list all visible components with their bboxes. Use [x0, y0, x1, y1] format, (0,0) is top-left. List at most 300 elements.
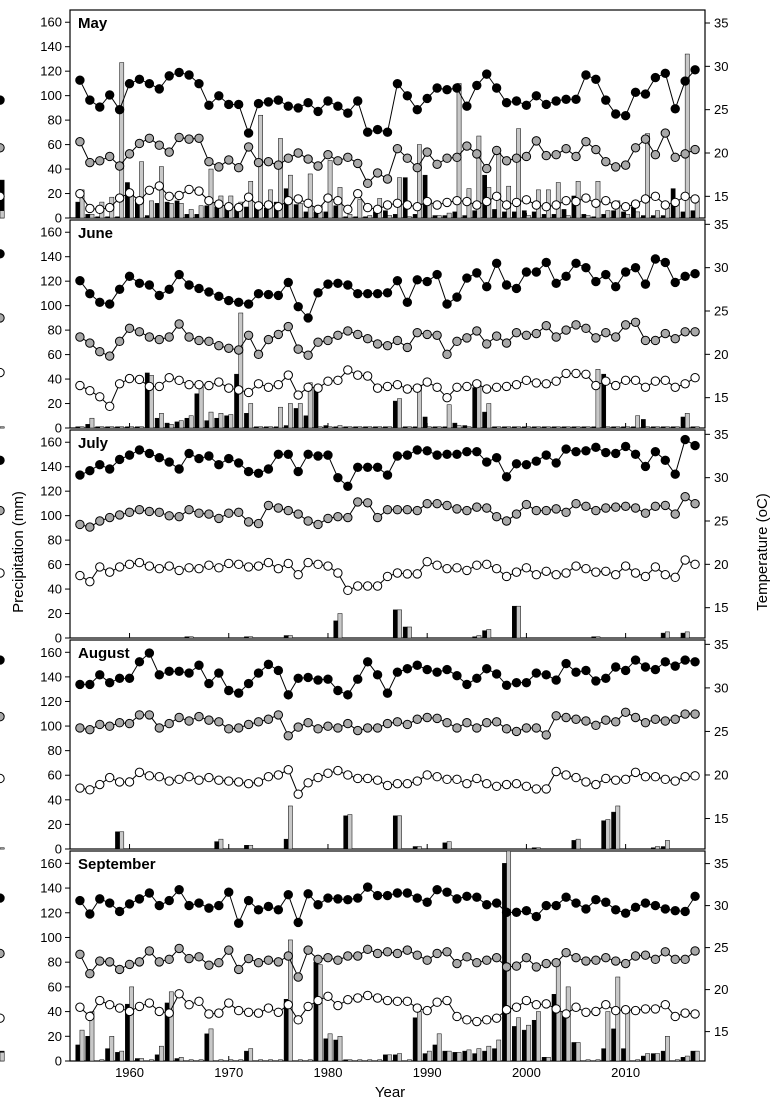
temperature-point-white: [562, 369, 570, 377]
temperature-point-white: [314, 384, 322, 392]
precip-bar-black: [185, 637, 189, 638]
precip-bar-lightgray: [576, 839, 580, 849]
precip-bar-lightgray: [497, 1040, 501, 1061]
temperature-point-white: [433, 383, 441, 391]
temperature-point-black: [631, 656, 639, 664]
precip-bar-lightgray: [338, 1036, 342, 1061]
temperature-point-white: [185, 564, 193, 572]
temperature-point-white: [205, 561, 213, 569]
temperature-point-white: [393, 779, 401, 787]
temperature-point-white: [532, 379, 540, 387]
precip-bar-black: [393, 816, 397, 849]
temperature-point-black: [86, 680, 94, 688]
temperature-point-white: [661, 376, 669, 384]
temperature-point-black: [393, 452, 401, 460]
precip-bar-black: [691, 1051, 695, 1061]
temperature-point-white: [552, 767, 560, 775]
temperature-point-black: [185, 71, 193, 79]
temperature-point-white: [344, 586, 352, 594]
precip-bar-lightgray: [526, 427, 530, 428]
temperature-point-gray: [453, 959, 461, 967]
temperature-point-white: [234, 560, 242, 568]
precip-bar-black: [165, 423, 169, 428]
temperature-point-white: [522, 996, 530, 1004]
temperature-point-gray: [363, 179, 371, 187]
x-tick-label: 2000: [511, 1065, 541, 1080]
temperature-point-gray: [125, 324, 133, 332]
temperature-point-white: [602, 377, 610, 385]
y-tick-label-precip: 80: [47, 743, 62, 759]
precip-bar-black: [542, 214, 546, 218]
precip-bar-black: [453, 212, 457, 218]
temperature-point-black: [681, 656, 689, 664]
temperature-point-white: [463, 1016, 471, 1024]
temperature-point-black: [592, 277, 600, 285]
temperature-point-gray: [512, 154, 520, 162]
temperature-point-black: [443, 86, 451, 94]
precip-bar-lightgray: [546, 427, 550, 428]
y-tick-label-precip: 40: [47, 1004, 62, 1020]
temperature-point-white: [175, 191, 183, 199]
precip-bar-lightgray: [437, 1034, 441, 1061]
temperature-point-black: [0, 894, 4, 902]
temperature-point-gray: [612, 163, 620, 171]
temperature-point-black: [621, 268, 629, 276]
temperature-point-gray: [651, 151, 659, 159]
temperature-point-black: [354, 289, 362, 297]
temperature-point-white: [463, 197, 471, 205]
precip-bar-black: [393, 401, 397, 428]
temperature-point-white: [403, 997, 411, 1005]
temperature-point-gray: [572, 499, 580, 507]
temperature-point-gray: [463, 334, 471, 342]
y-tick-label-precip: 40: [47, 581, 62, 597]
temperature-point-black: [631, 450, 639, 458]
temperature-point-white: [512, 1003, 520, 1011]
temperature-point-white: [443, 775, 451, 783]
temperature-point-black: [284, 890, 292, 898]
temperature-point-gray: [0, 506, 4, 514]
temperature-point-gray: [443, 154, 451, 162]
temperature-point-white: [244, 388, 252, 396]
temperature-point-black: [502, 473, 510, 481]
precip-bar-black: [502, 427, 506, 428]
temperature-point-gray: [661, 329, 669, 337]
temperature-point-gray: [383, 948, 391, 956]
precip-bar-black: [532, 212, 536, 218]
temperature-point-gray: [363, 945, 371, 953]
precip-bar-black: [115, 1052, 119, 1061]
temperature-point-gray: [463, 953, 471, 961]
precip-bar-lightgray: [268, 1060, 272, 1061]
precip-bar-lightgray: [417, 1012, 421, 1061]
precip-bar-black: [473, 637, 477, 638]
precip-bar-lightgray: [219, 1060, 223, 1061]
temperature-point-white: [155, 382, 163, 390]
temperature-point-white: [592, 568, 600, 576]
temperature-point-white: [641, 195, 649, 203]
precip-bar-lightgray: [169, 992, 173, 1061]
temperature-point-white: [175, 566, 183, 574]
precip-bar-lightgray: [239, 313, 243, 428]
temperature-point-gray: [314, 520, 322, 528]
precip-bar-black: [413, 1018, 417, 1061]
precip-bar-lightgray: [576, 427, 580, 428]
precip-bar-lightgray: [437, 427, 441, 428]
precip-bar-black: [304, 416, 308, 428]
temperature-point-black: [274, 291, 282, 299]
precip-bar-black: [225, 416, 229, 428]
precip-bar-lightgray: [348, 427, 352, 428]
temperature-point-black: [373, 891, 381, 899]
temperature-point-black: [274, 450, 282, 458]
precip-bar-lightgray: [626, 214, 630, 218]
temperature-point-black: [185, 901, 193, 909]
y-tick-label-precip: 160: [40, 434, 62, 450]
precip-bar-lightgray: [636, 416, 640, 428]
temperature-point-white: [373, 582, 381, 590]
temperature-point-gray: [254, 718, 262, 726]
temperature-point-white: [562, 196, 570, 204]
precip-bar-lightgray: [586, 216, 590, 218]
temperature-point-black: [175, 465, 183, 473]
temperature-point-gray: [512, 962, 520, 970]
temperature-point-black: [463, 892, 471, 900]
temperature-point-gray: [86, 158, 94, 166]
temperature-point-white: [473, 380, 481, 388]
temperature-point-gray: [562, 144, 570, 152]
temperature-point-black: [681, 272, 689, 280]
precip-bar-black: [324, 212, 328, 218]
temperature-point-gray: [612, 333, 620, 341]
temperature-point-black: [314, 289, 322, 297]
temperature-point-white: [244, 1008, 252, 1016]
temperature-point-black: [463, 680, 471, 688]
temperature-point-gray: [691, 710, 699, 718]
temperature-point-gray: [86, 339, 94, 347]
temperature-point-white: [294, 195, 302, 203]
temperature-point-gray: [681, 710, 689, 718]
temperature-point-white: [373, 384, 381, 392]
temperature-point-gray: [413, 328, 421, 336]
temperature-point-black: [115, 674, 123, 682]
temperature-point-gray: [393, 949, 401, 957]
precip-bar-lightgray: [358, 1060, 362, 1061]
temperature-point-white: [96, 563, 104, 571]
temperature-point-white: [383, 781, 391, 789]
temperature-point-black: [86, 910, 94, 918]
temperature-point-black: [274, 96, 282, 104]
temperature-point-gray: [344, 327, 352, 335]
temperature-point-black: [532, 912, 540, 920]
temperature-point-black: [314, 107, 322, 115]
precip-bar-black: [403, 178, 407, 218]
temperature-point-white: [304, 199, 312, 207]
temperature-point-black: [86, 289, 94, 297]
y-tick-label-precip: 140: [40, 669, 62, 685]
temperature-point-black: [582, 905, 590, 913]
temperature-point-white: [145, 562, 153, 570]
temperature-point-white: [205, 381, 213, 389]
temperature-point-white: [165, 562, 173, 570]
temperature-point-gray: [532, 506, 540, 514]
precip-bar-black: [532, 848, 536, 849]
temperature-point-white: [532, 201, 540, 209]
temperature-point-white: [651, 377, 659, 385]
precip-bar-black: [86, 214, 90, 218]
precip-bar-black: [155, 1055, 159, 1061]
temperature-point-gray: [423, 148, 431, 156]
precip-bar-black: [433, 1045, 437, 1061]
y-tick-label-precip: 100: [40, 88, 62, 104]
precip-bar-black: [86, 424, 90, 428]
temperature-point-black: [105, 678, 113, 686]
y-tick-label-temp: 25: [714, 303, 729, 319]
temperature-point-black: [562, 272, 570, 280]
temperature-point-gray: [314, 162, 322, 170]
temperature-point-gray: [661, 129, 669, 137]
temperature-point-black: [661, 658, 669, 666]
temperature-point-black: [403, 451, 411, 459]
temperature-point-black: [264, 98, 272, 106]
precip-bar-black: [522, 427, 526, 428]
temperature-point-black: [254, 906, 262, 914]
precip-bar-black: [324, 1039, 328, 1061]
precip-bar-black: [641, 419, 645, 428]
temperature-point-white: [463, 382, 471, 390]
y-tick-label-precip: 60: [47, 979, 62, 995]
y-tick-label-temp: 15: [714, 390, 729, 406]
temperature-point-white: [502, 572, 510, 580]
temperature-point-white: [502, 201, 510, 209]
temperature-point-gray: [681, 955, 689, 963]
temperature-point-gray: [254, 959, 262, 967]
temperature-point-white: [304, 779, 312, 787]
temperature-point-black: [165, 458, 173, 466]
temperature-point-gray: [264, 335, 272, 343]
temperature-point-white: [0, 569, 4, 577]
y-tick-label-temp: 25: [714, 102, 729, 118]
temperature-point-black: [244, 467, 252, 475]
temperature-point-white: [274, 1008, 282, 1016]
temperature-point-black: [165, 896, 173, 904]
temperature-point-white: [76, 381, 84, 389]
precip-bar-lightgray: [318, 965, 322, 1061]
y-axis-title-precipitation: Precipitation (mm): [10, 491, 27, 613]
temperature-point-black: [264, 660, 272, 668]
precip-bar-black: [492, 427, 496, 428]
precip-bar-black: [691, 211, 695, 218]
precip-bar-lightgray: [675, 1060, 679, 1061]
temperature-point-gray: [433, 949, 441, 957]
temperature-point-white: [592, 780, 600, 788]
temperature-point-gray: [502, 963, 510, 971]
temperature-point-black: [492, 84, 500, 92]
precip-bar-lightgray: [278, 1060, 282, 1061]
temperature-point-gray: [324, 514, 332, 522]
temperature-point-black: [572, 259, 580, 267]
temperature-point-gray: [244, 518, 252, 526]
panel-june: [0, 217, 728, 436]
precip-bar-lightgray: [645, 134, 649, 218]
temperature-point-white: [135, 375, 143, 383]
temperature-point-gray: [175, 133, 183, 141]
temperature-point-gray: [135, 139, 143, 147]
temperature-point-black: [225, 686, 233, 694]
precip-bar-lightgray: [368, 216, 372, 218]
temperature-point-white: [314, 205, 322, 213]
temperature-point-gray: [393, 506, 401, 514]
temperature-point-black: [383, 689, 391, 697]
precip-bar-black: [512, 1026, 516, 1061]
precip-bar-black: [443, 1051, 447, 1061]
temperature-point-white: [621, 376, 629, 384]
temperature-point-white: [155, 1007, 163, 1015]
temperature-point-black: [602, 270, 610, 278]
temperature-point-white: [185, 1001, 193, 1009]
temperature-point-white: [592, 199, 600, 207]
y-tick-label-temp: 35: [714, 15, 729, 31]
temperature-point-black: [661, 905, 669, 913]
precip-bar-lightgray: [249, 1049, 253, 1061]
precip-bar-black: [572, 840, 576, 849]
temperature-point-black: [195, 661, 203, 669]
precip-bar-black: [274, 427, 278, 428]
y-tick-label-precip: 0: [54, 630, 62, 646]
precip-bar-lightgray: [616, 977, 620, 1061]
temperature-point-gray: [572, 715, 580, 723]
precip-bar-black: [602, 821, 606, 849]
temperature-point-black: [334, 102, 342, 110]
temperature-point-black: [671, 662, 679, 670]
precip-bar-lightgray: [199, 1060, 203, 1061]
precip-bar-black: [354, 217, 358, 218]
y-tick-label-precip: 120: [40, 483, 62, 499]
temperature-point-black: [115, 455, 123, 463]
temperature-point-gray: [205, 716, 213, 724]
temperature-point-white: [105, 1001, 113, 1009]
temperature-point-white: [244, 563, 252, 571]
temperature-point-gray: [354, 726, 362, 734]
temperature-point-black: [363, 289, 371, 297]
temperature-point-black: [552, 459, 560, 467]
temperature-point-gray: [145, 333, 153, 341]
temperature-point-white: [254, 778, 262, 786]
temperature-point-gray: [155, 724, 163, 732]
temperature-point-gray: [175, 512, 183, 520]
temperature-point-gray: [215, 959, 223, 967]
temperature-point-gray: [155, 335, 163, 343]
precip-bar-black: [473, 388, 477, 428]
temperature-point-gray: [185, 954, 193, 962]
temperature-point-white: [145, 382, 153, 390]
temperature-point-white: [76, 190, 84, 198]
temperature-point-black: [403, 298, 411, 306]
temperature-point-gray: [373, 169, 381, 177]
temperature-point-gray: [76, 138, 84, 146]
temperature-point-gray: [443, 948, 451, 956]
temperature-point-gray: [324, 336, 332, 344]
temperature-point-black: [631, 903, 639, 911]
y-tick-label-precip: 100: [40, 929, 62, 945]
precip-bar-lightgray: [626, 1012, 630, 1061]
temperature-point-white: [433, 998, 441, 1006]
precip-bar-lightgray: [487, 404, 491, 428]
temperature-point-gray: [433, 160, 441, 168]
temperature-point-black: [344, 691, 352, 699]
precip-bar-black: [244, 845, 248, 849]
precip-bar-lightgray: [487, 629, 491, 638]
temperature-point-gray: [592, 334, 600, 342]
precip-bar-lightgray: [358, 427, 362, 428]
temperature-point-black: [443, 888, 451, 896]
temperature-point-white: [582, 1008, 590, 1016]
temperature-point-gray: [641, 951, 649, 959]
precip-bar-black: [681, 212, 685, 218]
temperature-point-white: [621, 775, 629, 783]
temperature-point-black: [125, 272, 133, 280]
temperature-point-gray: [423, 499, 431, 507]
precip-bar-black: [413, 214, 417, 218]
temperature-point-black: [691, 441, 699, 449]
precip-bar-black: [661, 216, 665, 218]
temperature-point-white: [304, 558, 312, 566]
precip-bar-black: [314, 962, 318, 1061]
temperature-point-white: [582, 564, 590, 572]
temperature-point-white: [522, 376, 530, 384]
temperature-point-gray: [344, 952, 352, 960]
temperature-point-gray: [205, 510, 213, 518]
temperature-point-white: [463, 779, 471, 787]
temperature-point-black: [324, 451, 332, 459]
precip-bar-black: [483, 1051, 487, 1061]
temperature-point-gray: [125, 508, 133, 516]
temperature-point-black: [284, 691, 292, 699]
precip-bar-black: [185, 214, 189, 218]
precip-bar-black: [125, 183, 129, 218]
temperature-point-black: [492, 454, 500, 462]
temperature-point-black: [294, 674, 302, 682]
temperature-point-white: [86, 204, 94, 212]
temperature-point-gray: [661, 948, 669, 956]
temperature-point-gray: [225, 509, 233, 517]
temperature-point-gray: [76, 333, 84, 341]
temperature-point-gray: [165, 333, 173, 341]
panel-may: [0, 10, 728, 226]
temperature-point-gray: [105, 152, 113, 160]
y-tick-label-precip: 100: [40, 298, 62, 314]
temperature-point-black: [612, 110, 620, 118]
temperature-point-white: [681, 380, 689, 388]
y-tick-label-temp: 20: [714, 982, 729, 998]
temperature-point-gray: [244, 143, 252, 151]
temperature-point-white: [354, 582, 362, 590]
temperature-point-gray: [264, 501, 272, 509]
precip-bar-lightgray: [447, 213, 451, 218]
precip-bar-lightgray: [586, 427, 590, 428]
precip-bar-black: [135, 1059, 139, 1061]
precip-bar-lightgray: [298, 404, 302, 428]
temperature-point-white: [264, 201, 272, 209]
temperature-point-black: [225, 296, 233, 304]
temperature-point-gray: [651, 336, 659, 344]
temperature-point-black: [641, 462, 649, 470]
precip-bar-lightgray: [249, 637, 253, 638]
temperature-point-black: [324, 894, 332, 902]
temperature-point-gray: [165, 719, 173, 727]
chart-panels: [0, 10, 728, 1080]
temperature-point-black: [284, 450, 292, 458]
